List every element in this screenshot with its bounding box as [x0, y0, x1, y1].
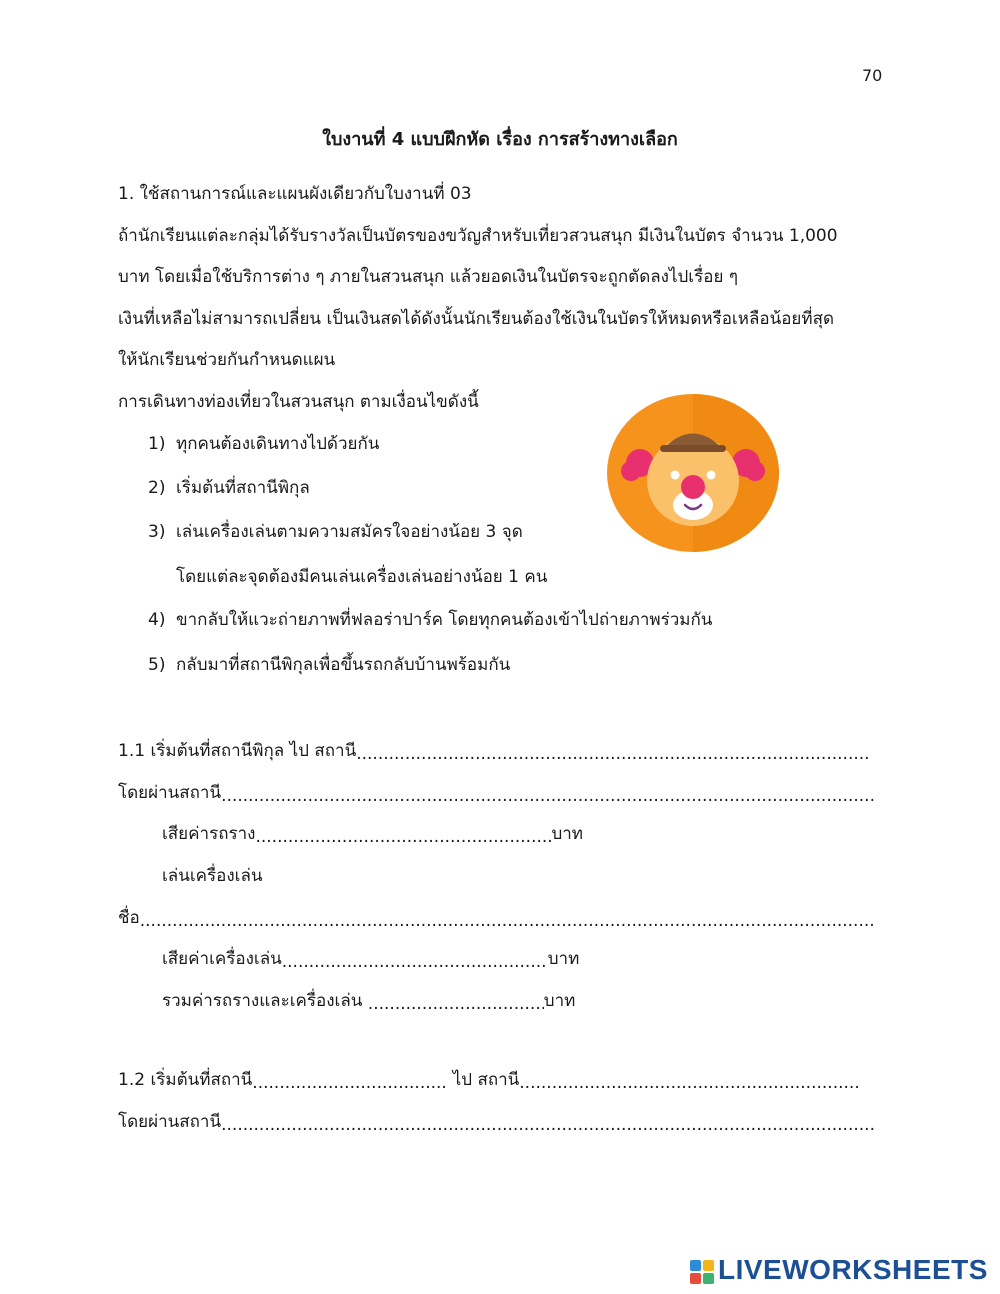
- destination-blank[interactable]: [356, 744, 868, 764]
- via-station-label: โดยผ่านสถานี: [118, 783, 222, 803]
- baht-label: บาท: [551, 824, 584, 844]
- condition-text: กลับมาที่สถานีพิกุลเพื่อขึ้นรถกลับบ้านพร้อมกัน: [176, 655, 511, 675]
- condition-number: 5): [148, 655, 166, 675]
- q11-start-line: [118, 737, 868, 764]
- via-station-line: [118, 779, 876, 806]
- liveworksheets-logo-icon: [690, 1260, 714, 1284]
- condition-item: [148, 474, 310, 501]
- condition-number: 3): [148, 522, 166, 542]
- liveworksheets-logo: [692, 1254, 988, 1286]
- tram-cost-line: [162, 820, 583, 847]
- condition-continuation: โดยแต่ละจุดต้องมีคนเล่นเครื่องเล่นอย่างน้อย 1 คน: [176, 567, 548, 587]
- destination-blank[interactable]: [519, 1073, 861, 1093]
- q11-start-label: 1.1 เริ่มต้นที่สถานีพิกุล ไป สถานี: [118, 741, 357, 761]
- tram-cost-label: เสียค่ารถราง: [162, 824, 256, 844]
- condition-text: ทุกคนต้องเดินทางไปด้วยกัน: [176, 434, 380, 454]
- name-line: [118, 904, 875, 931]
- brand-name: LIVEWORKSHEETS: [718, 1254, 988, 1285]
- baht-label: บาท: [547, 949, 580, 969]
- intro-line: 1. ใช้สถานการณ์และแผนผังเดียวกับใบงานที่ 03: [118, 184, 472, 204]
- name-label: ชื่อ: [118, 908, 140, 928]
- worksheet-title: ใบงานที่ 4 แบบฝึกหัด เรื่อง การสร้างทางเลือก: [322, 129, 678, 150]
- intro-line: การเดินทางท่องเที่ยวในสวนสนุก ตามเงื่อนไขดังนี้: [118, 392, 479, 412]
- condition-number: 4): [148, 610, 166, 630]
- q12-start-line: [118, 1066, 861, 1093]
- via-station-label: โดยผ่านสถานี: [118, 1112, 222, 1132]
- baht-label: บาท: [543, 991, 576, 1011]
- start-station-blank[interactable]: [252, 1073, 447, 1093]
- page-number: 70: [862, 66, 883, 85]
- clown-illustration: [606, 393, 780, 553]
- q12-start-label: 1.2 เริ่มต้นที่สถานี: [118, 1070, 253, 1090]
- condition-item: [148, 606, 712, 633]
- condition-item: [148, 518, 523, 545]
- total-cost-line: [162, 987, 575, 1014]
- condition-number: 1): [148, 434, 166, 454]
- intro-line: เงินที่เหลือไม่สามารถเปลี่ยน เป็นเงินสดได้ดังนั้นนักเรียนต้องใช้เงินในบัตรให้หมดหรือเหลือน้อยที่สุด: [118, 309, 834, 329]
- ride-cost-label: เสียค่าเครื่องเล่น: [162, 949, 282, 969]
- intro-line: ถ้านักเรียนแต่ละกลุ่มได้รับรางวัลเป็นบัตรของขวัญสำหรับเที่ยวสวนสนุก มีเงินในบัตร จำนวน 1,000: [118, 226, 838, 246]
- q12-to-label: ไป สถานี: [447, 1070, 520, 1090]
- ride-cost-blank[interactable]: [282, 952, 548, 972]
- via-station-blank[interactable]: [221, 786, 876, 806]
- intro-line: ให้นักเรียนช่วยกันกำหนดแผน: [118, 350, 336, 370]
- name-blank[interactable]: [140, 911, 875, 931]
- condition-text: ขากลับให้แวะถ่ายภาพที่ฟลอร่าปาร์ค โดยทุกคนต้องเข้าไปถ่ายภาพร่วมกัน: [176, 610, 713, 630]
- intro-line: บาท โดยเมื่อใช้บริการต่าง ๆ ภายในสวนสนุก แล้วยอดเงินในบัตรจะถูกตัดลงไปเรื่อย ๆ: [118, 267, 738, 287]
- total-cost-label: รวมค่ารถรางและเครื่องเล่น: [162, 991, 368, 1011]
- rides-heading: เล่นเครื่องเล่น: [162, 866, 263, 886]
- condition-item: [148, 651, 510, 678]
- total-cost-blank[interactable]: [368, 994, 544, 1014]
- condition-text: เริ่มต้นที่สถานีพิกุล: [176, 478, 310, 498]
- tram-cost-blank[interactable]: [255, 827, 551, 847]
- condition-number: 2): [148, 478, 166, 498]
- ride-cost-line: [162, 945, 579, 972]
- via-station-blank[interactable]: [221, 1115, 876, 1135]
- condition-item: [148, 430, 379, 457]
- via-station-line: [118, 1108, 876, 1135]
- condition-text: เล่นเครื่องเล่นตามความสมัครใจอย่างน้อย 3 จุด: [176, 522, 523, 542]
